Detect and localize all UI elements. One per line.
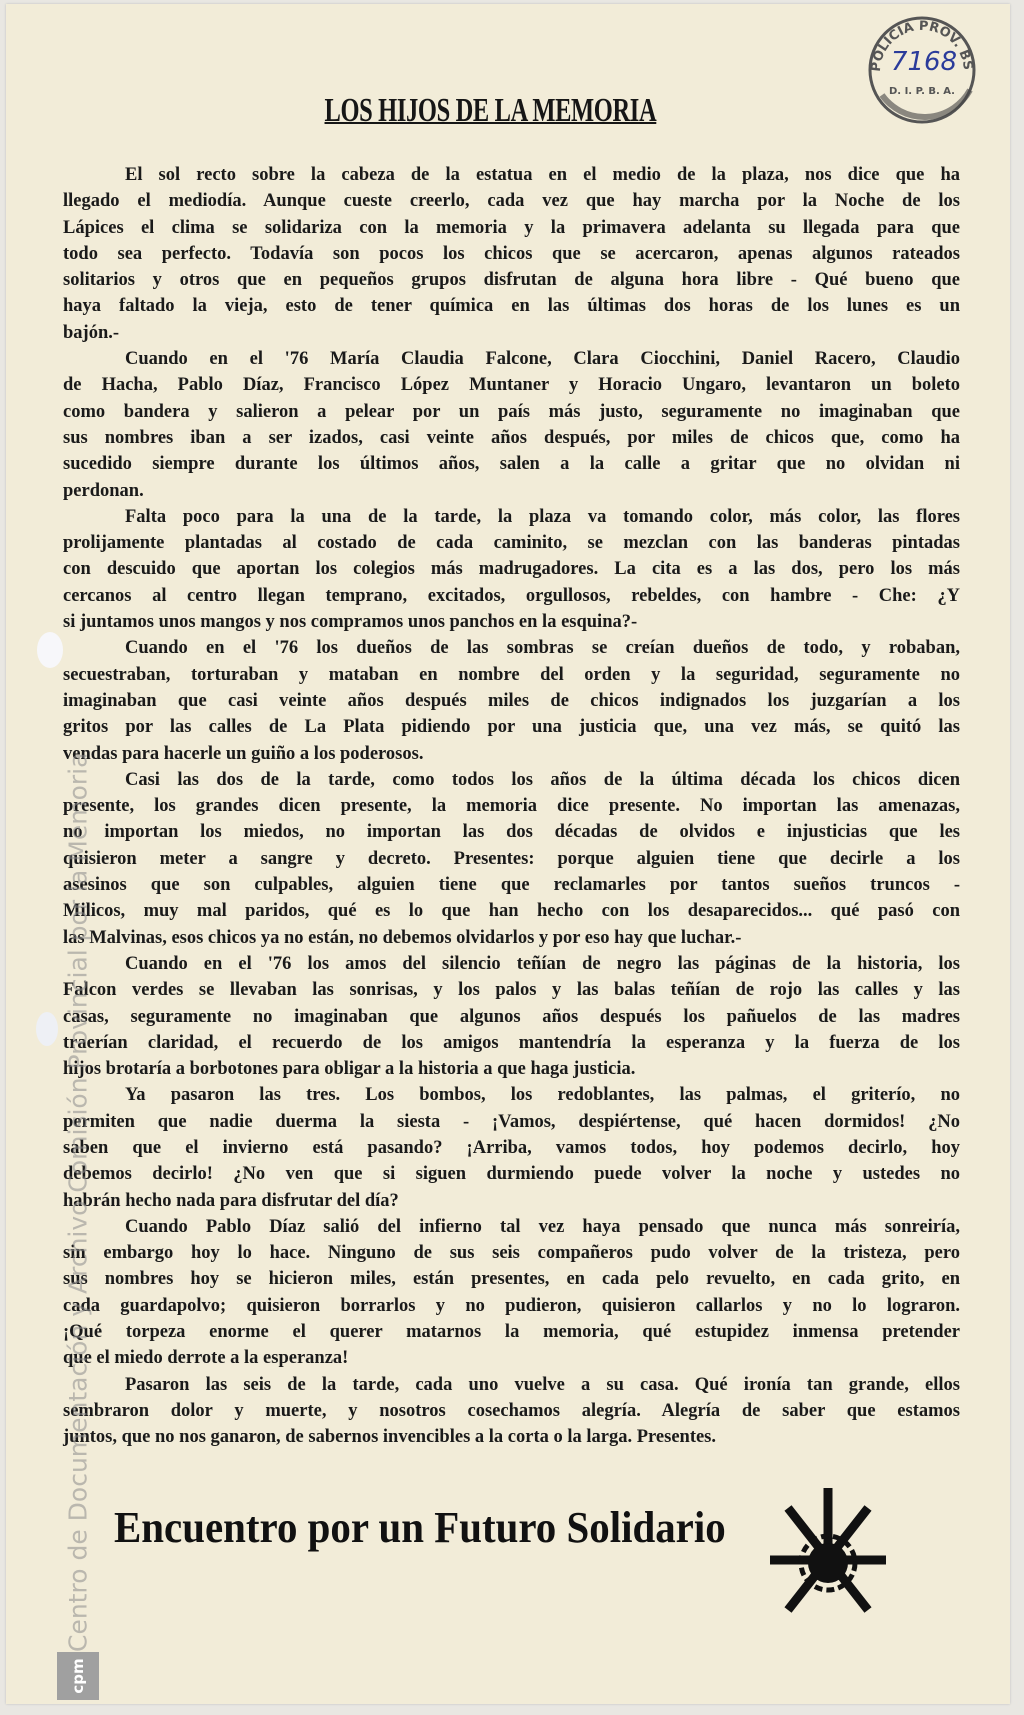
stamp-ring-text: POLICIA PROV. BS [868,18,976,73]
text-line: sus nombres iban a ser izados, casi veinte años después, por miles de chicos que, como ha [63,427,960,448]
text-line: imaginaban que casi veinte años después miles de chicos indignados los juzgarían a los [63,690,960,711]
text-line: vendas para hacerle un guiño a los poderosos. [63,743,424,764]
footer-title: Encuentro por un Futuro Solidario [114,1503,726,1552]
document-title [250,92,730,130]
text-line: saben que el invierno está pasando? ¡Arriba, vamos todos, hoy podemos decirlo, hoy [63,1137,960,1158]
text-line: Ya pasaron las tres. Los bombos, los redoblantes, las palmas, el griterío, no [125,1085,960,1106]
scan-artifact [36,1012,58,1046]
text-line: las Malvinas, esos chicos ya no están, no debemos olvidarlos y por eso hay que luchar.- [63,927,742,948]
text-line: Lápices el clima se solidariza con la memoria y la primavera adelanta su llegada para que [63,217,960,238]
text-line: perdonan. [63,480,144,501]
text-line: casas, seguramente no imaginaban que algunos años después los pañuelos de las madres [63,1006,960,1027]
text-line: juntos, que no nos ganaron, de sabernos invencibles a la corta o la larga. Presentes. [63,1427,717,1448]
text-line: secuestraban, torturaban y mataban en nombre del orden y la seguridad, seguramente no [63,664,960,685]
text-line: Cuando en el '76 María Claudia Falcone, Clara Ciocchini, Daniel Racero, Claudio [125,349,960,370]
text-line: sin embargo hoy lo hace. Ninguno de sus seis compañeros pudo volver de la tristeza, pero [63,1243,960,1264]
text-line: Cuando en el '76 los dueños de las sombras se creían dueños de todo, y robaban, [125,638,960,659]
cpm-badge [57,1652,99,1700]
text-line: Casi las dos de la tarde, como todos los años de la última década los chicos dicen [125,769,960,790]
text-line: llegado el mediodía. Aunque cueste creerlo, cada vez que hay marcha por la Noche de los [63,191,960,212]
text-line: traerían claridad, el recuerdo de los amigos mantendría la esperanza y la fuerza de los [63,1032,960,1053]
text-line: Milicos, muy mal paridos, qué es lo que han hecho con los desaparecidos... qué pasó con [63,901,960,922]
watermark-text: Centro de Documentación y Archivo Comisión Provincial por la Memoria [63,752,93,1652]
text-line: sus nombres hoy se hicieron miles, están presentes, en cada pelo revuelto, en cada grito, en [63,1269,960,1290]
text-line: de Hacha, Pablo Díaz, Francisco López Muntaner y Horacio Ungaro, levantaron un boleto [63,375,960,396]
text-line: gritos por las calles de La Plata pidiendo por una justicia que, una vez más, se quitó las [63,717,960,738]
archive-watermark [57,752,99,1652]
text-line: Cuando Pablo Díaz salió del infierno tal vez haya pensado que nunca más sonreiría, [125,1216,960,1237]
text-line: habrán hecho nada para disfrutar del día? [63,1190,399,1211]
text-line: prolijamente plantadas al costado de cada caminito, se mezclan con las banderas pintadas [63,533,960,554]
cpm-badge-text: cpm [69,1658,87,1694]
solidarity-star-logo [768,1488,888,1613]
text-line: Falta poco para la una de la tarde, la plaza va tomando color, más color, las flores [125,506,960,527]
stamp-bottom-text: D. I. P. B. A. [889,86,955,97]
text-line: como bandera y salieron a pelear por un país más justo, seguramente no imaginaban que [63,401,960,422]
text-line: presente, los grandes dicen presente, la memoria dice presente. No importan las amenazas, [63,796,960,817]
text-line: todo sea perfecto. Todavía son pocos los chicos que se acercaron, apenas algunos rateados [63,243,960,264]
text-line: Falcon verdes se llevaban las sonrisas, y los palos y las balas teñían de rojo las calles y las [63,980,960,1001]
text-line: que el miedo derrote a la esperanza! [63,1348,349,1369]
text-line: Pasaron las seis de la tarde, cada uno vuelve a su casa. Qué ironía tan grande, ellos [125,1374,960,1395]
text-line: cada guardapolvo; quisieron borrarlos y no pudieron, quisieron callarlos y no lo lograron. [63,1295,960,1316]
text-line: El sol recto sobre la cabeza de la estatua en el medio de la plaza, nos dice que ha [125,165,960,185]
text-line: hijos brotaría a borbotones para obligar a la historia a que haga justicia. [63,1059,636,1080]
text-line: si juntamos unos mangos y nos compramos unos panchos en la esquina?- [63,612,638,633]
text-line: con descuido que aportan los colegios más madrugadores. La cita es a las dos, pero los más [63,559,960,580]
text-line: haya faltado la vieja, esto de tener química en las últimas dos horas de los lunes es un [63,296,960,317]
text-line: Cuando en el '76 los amos del silencio teñían de negro las páginas de la historia, los [125,953,960,974]
text-line: bajón.- [63,322,120,343]
text-line: ¡Qué torpeza enorme el querer matarnos la memoria, qué estupidez inmensa pretender [63,1322,960,1343]
text-line: solitarios y otros que en pequeños grupos disfrutan de alguna hora libre - Qué bueno que [63,270,960,291]
text-line: quisieron meter a sangre y decreto. Presentes: porque alguien tiene que decirle a los [63,848,960,869]
text-line: sucedido siempre durante los últimos años, salen a la calle a gritar que no olvidan ni [63,454,960,475]
scan-artifact [37,632,63,668]
police-stamp [862,10,982,130]
text-line: asesinos que son culpables, alguien tiene que reclamarles por tantos sueños truncos - [63,875,960,896]
title-text: LOS HIJOS DE LA MEMORIA [324,92,656,129]
text-line: permiten que nadie duerma la siesta - ¡Vamos, despiértense, qué hacen dormidos! ¿No [63,1111,960,1132]
text-line: cercanos al centro llegan temprano, excitados, orgullosos, rebeldes, con hambre - Che: ¿Y [63,585,960,606]
stamp-number: 7168 [890,47,958,77]
document-body [63,162,960,1451]
text-line: no importan los miedos, no importan las dos décadas de olvidos e injusticias que les [63,822,960,843]
text-line: sembraron dolor y muerte, y nosotros cosechamos alegría. Alegría de saber que estamos [63,1400,960,1421]
text-line: debemos decirlo! ¿No ven que si siguen durmiendo puede volver la noche y ustedes no [63,1164,960,1185]
